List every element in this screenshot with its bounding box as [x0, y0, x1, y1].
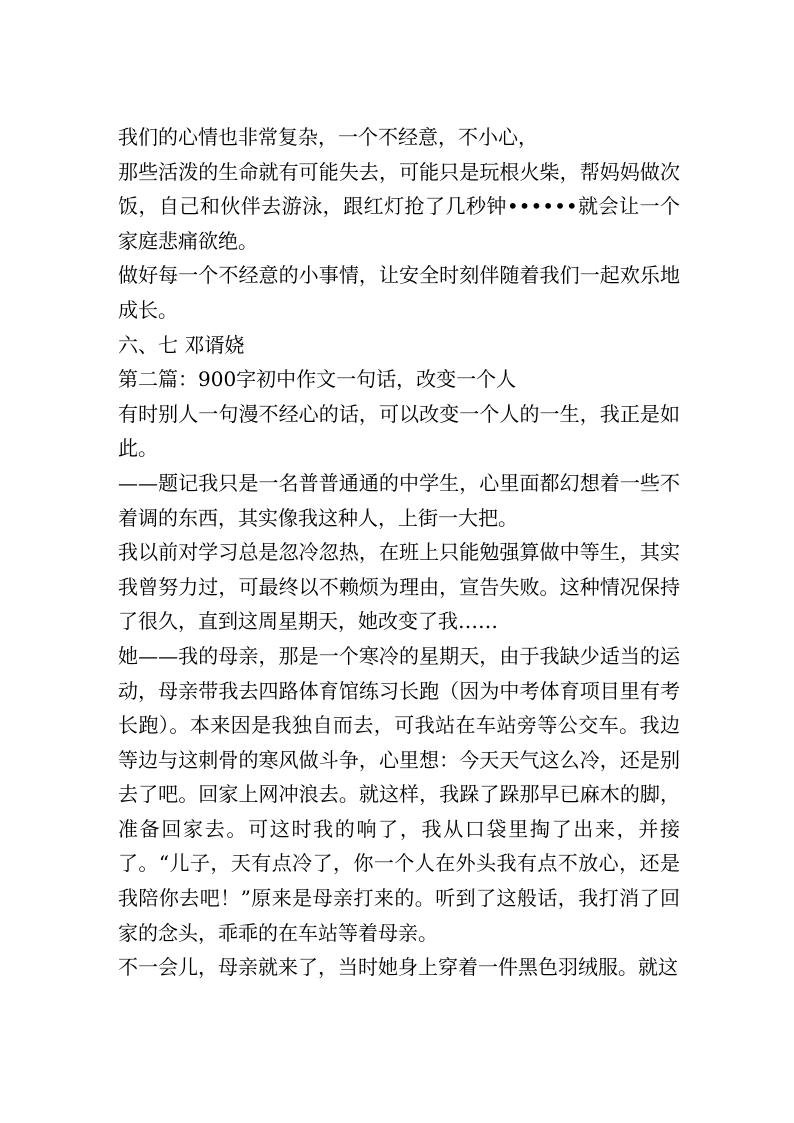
paragraph-study-habits: 我以前对学习总是忽冷忽热，在班上只能勉强算做中等生，其实我曾努力过，可最终以不赖烦为理由，宣告失败。这种情况保持了很久，直到这周星期天，她改变了我……	[118, 540, 680, 634]
paragraph-safety-closing-1: 我们的心情也非常复杂，一个不经意，不小心，	[118, 125, 538, 149]
paragraph-epigraph: ——题记我只是一名普普通通的中学生，心里面都幻想着一些不着调的东西，其实像我这种人，上街一大把。	[118, 470, 680, 530]
paragraph-safety-closing-3: 做好每一个不经意的小事情，让安全时刻伴随着我们一起欢乐地成长。	[118, 263, 680, 322]
paragraph-mother-story: 她——我的母亲，那是一个寒冷的星期天，由于我缺少适当的运动，母亲带我去四路体育馆练习长跑（因为中考体育项目里有考长跑）。本来因是我独自而去，可我站在车站旁等公交车。我边等边与这刺骨的寒风做斗争，心里想：今天天气这么冷，还是别去了吧。回家上网冲浪去。就这样，我跺了跺那早已麻木的脚，准备回家去。可这时我的响了，我从口袋里掏了出来，并接了。“儿子，天有点冷了，你一个人在外头我有点不放心，还是我陪你去吧！”原来是母亲打来的。听到了这般话，我打消了回家的念头，乖乖的在车站等着母亲。	[118, 643, 680, 945]
author-line: 六、七 邓谞娆	[118, 332, 245, 357]
paragraph-intro: 有时别人一句漫不经心的话，可以改变一个人的一生，我正是如此。	[118, 401, 680, 461]
section-heading: 第二篇：900字初中作文一句话，改变一个人	[118, 367, 517, 392]
paragraph-safety-closing-2: 那些活泼的生命就有可能失去，可能只是玩根火柴，帮妈妈做次饭，自己和伙伴去游泳，跟红灯抢了几秒钟••••••就会让一个家庭悲痛欲绝。	[118, 159, 680, 253]
document-body	[118, 120, 680, 985]
paragraph-mother-arrives: 不一会儿，母亲就来了，当时她身上穿着一件黑色羽绒服。就这	[118, 955, 678, 980]
